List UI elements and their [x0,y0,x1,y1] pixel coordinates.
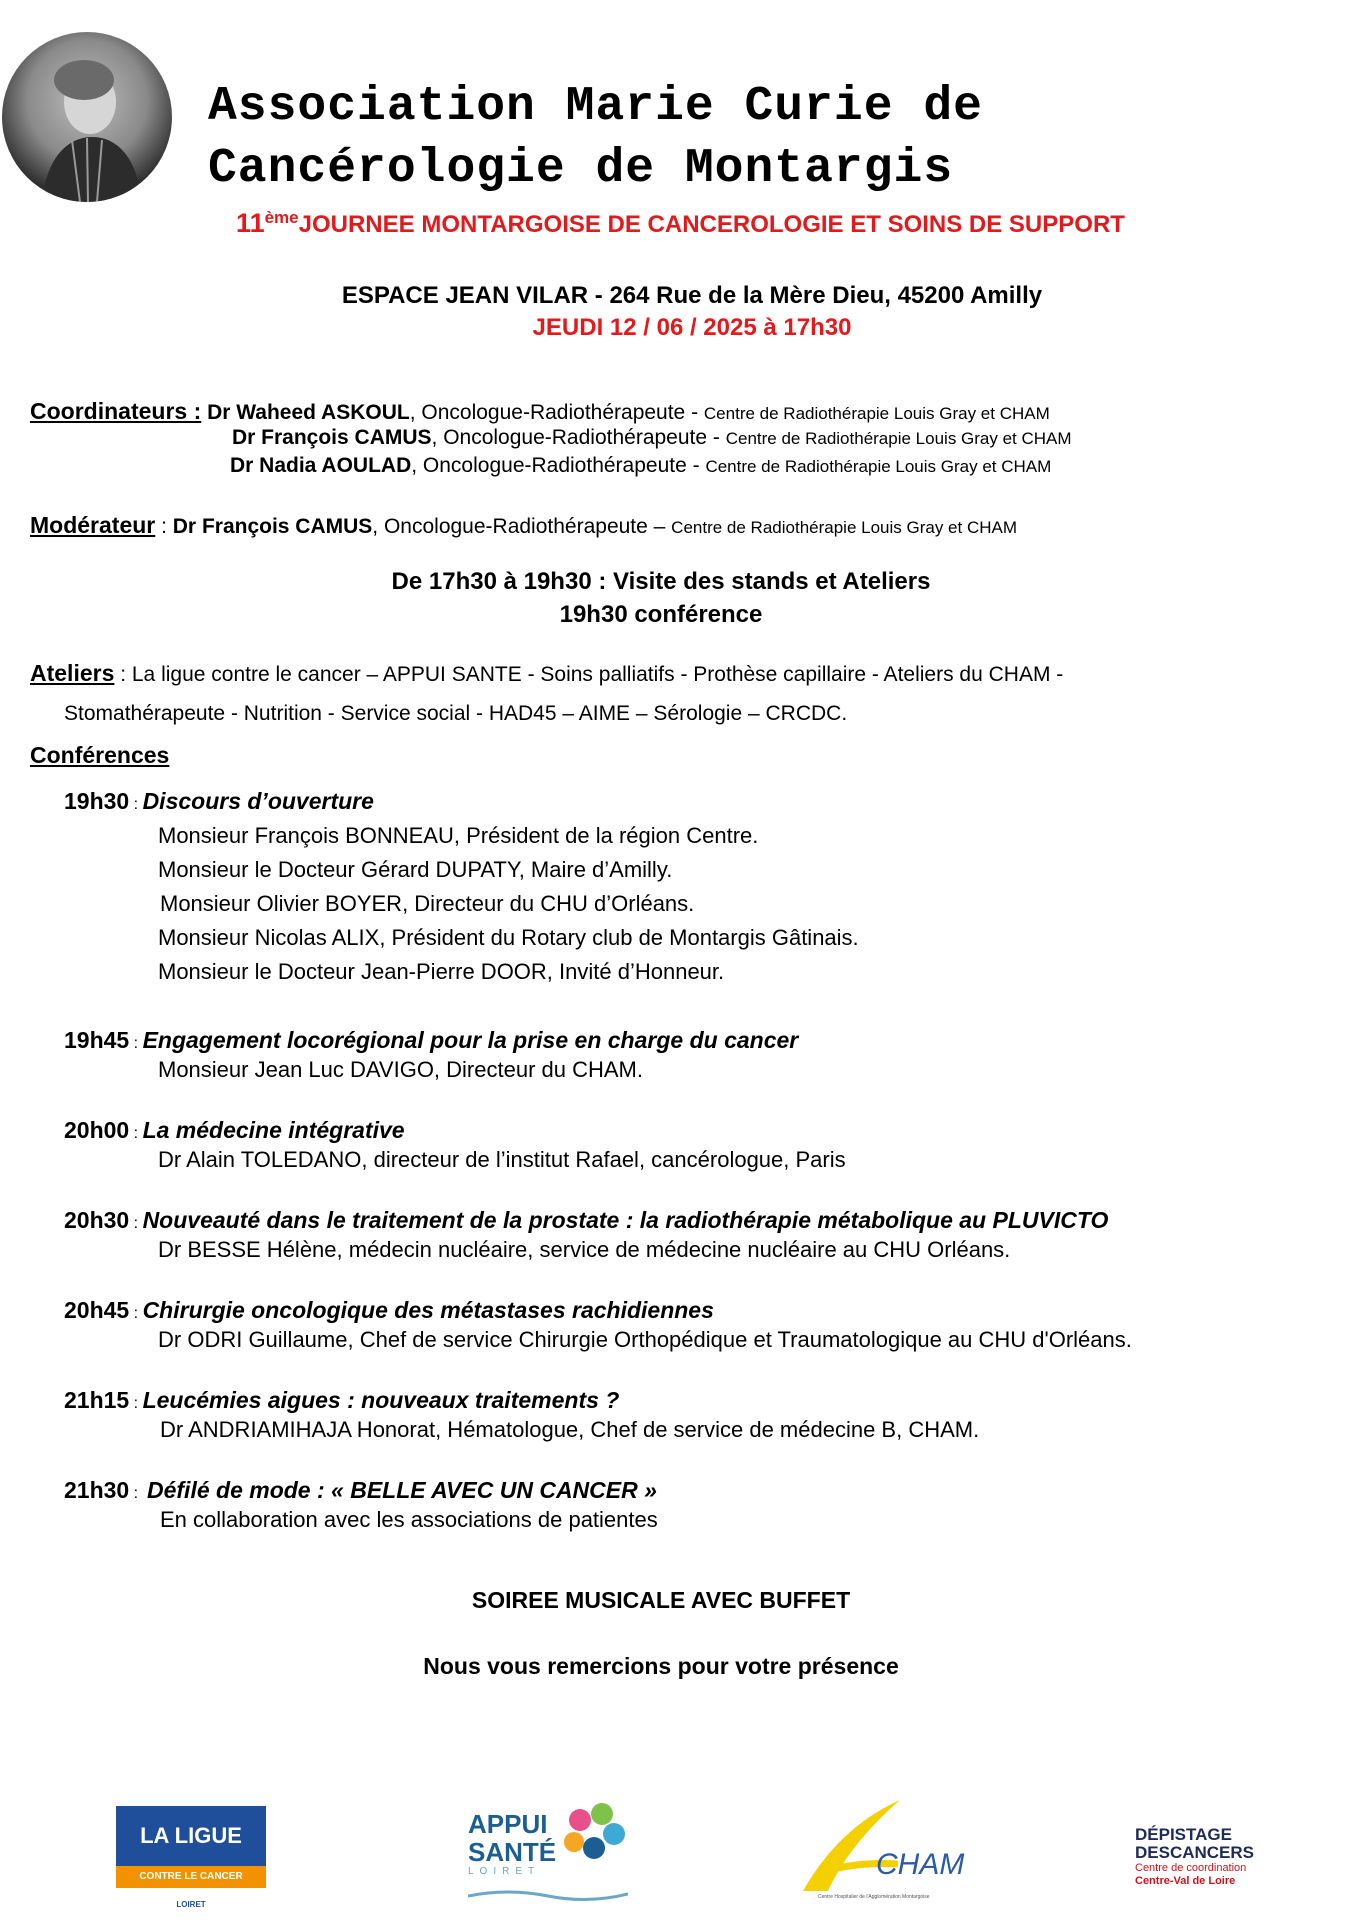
workshops-row-1 [30,660,1063,687]
speaker: Dr ODRI Guillaume, Chef de service Chirurgie Orthopédique et Traumatologique au CHU d'Orléans. [158,1327,1132,1352]
moderator-row [30,512,1017,539]
event-number: 11 [236,208,265,238]
appui-text-1: APPUI [468,1809,548,1839]
coordinator-row-3 [230,454,1051,478]
speaker: En collaboration avec les associations de patientes [160,1507,658,1532]
la-ligue-sub: LOIRET [176,1900,206,1909]
org-title-line2: Cancérologie de Montargis [208,142,954,196]
conference-item: 20h45 : Chirurgie oncologique des métastases rachidiennes [64,1297,714,1323]
conference-title: Engagement locorégional pour la prise en charge du cancer [142,1027,799,1053]
coordinator-place: Centre de Radiothérapie Louis Gray et CHAM [705,457,1052,476]
marie-curie-portrait [2,32,172,202]
workshops-text-1: : La ligue contre le cancer – APPUI SANTE - Soins palliatifs - Prothèse capillaire - Ateliers du CHAM - [114,663,1064,686]
coordinator-row-2 [232,426,1072,450]
conferences-label: Conférences [30,742,170,768]
conference-time: 20h30 [64,1207,130,1233]
la-ligue-logo [116,1806,266,1909]
closing-line-2: Nous vous remercions pour votre présence [423,1653,899,1679]
event-date: JEUDI 12 / 06 / 2025 à 17h30 [532,314,852,341]
workshops-row-2: Stomathérapeute - Nutrition - Service social - HAD45 – AIME – Sérologie – CRCDC. [64,702,848,725]
depistage-text-4: Centre-Val de Loire [1135,1875,1236,1887]
speaker: Dr Alain TOLEDANO, directeur de l’institut Rafael, cancérologue, Paris [158,1147,846,1172]
conference-time: 20h45 [64,1297,130,1323]
schedule-line-2: 19h30 conférence [559,601,763,628]
venue: ESPACE JEAN VILAR - 264 Rue de la Mère Dieu, 45200 Amilly [341,282,1043,309]
conference-title: Chirurgie oncologique des métastases rachidiennes [142,1297,714,1323]
schedule-line-1: De 17h30 à 19h30 : Visite des stands et Ateliers [391,568,931,595]
coordinator-place: Centre de Radiothérapie Louis Gray et CHAM [703,404,1050,423]
speaker: Dr BESSE Hélène, médecin nucléaire, service de médecine nucléaire au CHU Orléans. [158,1237,1011,1262]
coordinator-place: Centre de Radiothérapie Louis Gray et CHAM [725,429,1072,448]
depistage-text-1: DÉPISTAGE [1135,1825,1232,1844]
coordinator-role: , Oncologue-Radiothérapeute - [409,401,704,424]
conference-time: 20h00 [64,1117,130,1143]
moderator-place: Centre de Radiothérapie Louis Gray et CHAM [671,518,1018,537]
organization-title [208,76,1308,200]
la-ligue-logo-text: LA LIGUE [116,1806,266,1866]
speaker: Monsieur Nicolas ALIX, Président du Rotary club de Montargis Gâtinais. [158,925,859,950]
org-title-line1: Association Marie Curie de [208,80,983,134]
conference-time: 19h30 [64,788,130,814]
coordinator-role: , Oncologue-Radiothérapeute - [431,426,726,449]
conference-time: 19h45 [64,1027,130,1053]
speaker: Monsieur Olivier BOYER, Directeur du CHU d’Orléans. [160,891,695,916]
conference-item: 19h30 : Discours d’ouverture [64,788,374,814]
conference-title: Leucémies aigues : nouveaux traitements ? [142,1387,620,1413]
appui-text-3: LOIRET [468,1866,541,1877]
event-title [0,208,1361,239]
speaker: Dr ANDRIAMIHAJA Honorat, Hématologue, Chef de service de médecine B, CHAM. [160,1417,980,1442]
conference-item: 20h00 : La médecine intégrative [64,1117,405,1143]
speaker: Monsieur Jean Luc DAVIGO, Directeur du CHAM. [158,1057,643,1082]
coordinator-name: Dr Nadia AOULAD [230,454,412,477]
conference-item: 20h30 : Nouveauté dans le traitement de la prostate : la radiothérapie métabolique au PLUVICTO [64,1207,1109,1233]
depistage-text-2: DESCANCERS [1135,1843,1255,1862]
speaker: Monsieur François BONNEAU, Président de la région Centre. [158,823,759,848]
moderator-role: , Oncologue-Radiothérapeute – [372,515,672,538]
coordinator-role: , Oncologue-Radiothérapeute - [411,454,706,477]
conference-title: Défilé de mode : « BELLE AVEC UN CANCER » [147,1477,657,1503]
portrait-image [2,32,172,202]
cham-sub: Centre Hospitalier de l'Agglomération Montargoise [818,1894,930,1900]
conference-title: La médecine intégrative [142,1117,405,1143]
speaker: Monsieur le Docteur Jean-Pierre DOOR, Invité d’Honneur. [158,959,725,984]
cham-logo [798,1796,988,1908]
moderator-label: Modérateur [30,512,156,538]
event-title-text: JOURNEE MONTARGOISE DE CANCEROLOGIE ET SOINS DE SUPPORT [298,211,1125,238]
conference-item: 21h30 : Défilé de mode : « BELLE AVEC UN CANCER » [64,1477,657,1503]
coordinator-name: Dr Waheed ASKOUL [207,401,410,424]
appui-wave-icon [468,1888,628,1902]
coordinators-label: Coordinateurs : [30,398,202,424]
conference-item: 21h15 : Leucémies aigues : nouveaux traitements ? [64,1387,620,1413]
appui-sante-logo [468,1796,628,1906]
event-number-suffix: ème [264,208,299,227]
appui-text-2: SANTÉ [468,1837,557,1867]
workshops-label: Ateliers [30,660,115,686]
speaker: Monsieur le Docteur Gérard DUPATY, Maire d’Amilly. [158,857,673,882]
cham-text: CHAM [876,1848,965,1881]
coordinator-row-1 [30,398,1050,425]
conference-item: 19h45 : Engagement locorégional pour la prise en charge du cancer [64,1027,799,1053]
conference-time: 21h15 [64,1387,130,1413]
conference-time: 21h30 [64,1477,130,1503]
appui-flower-icon [560,1800,628,1866]
la-ligue-band: CONTRE LE CANCER [116,1866,266,1888]
conference-title: Nouveauté dans le traitement de la prostate : la radiothérapie métabolique au PLUVICTO [142,1207,1109,1233]
moderator-name: Dr François CAMUS [172,515,373,538]
depistage-logo [1135,1826,1285,1906]
closing-line-1: SOIREE MUSICALE AVEC BUFFET [471,1587,851,1613]
coordinator-name: Dr François CAMUS [232,426,432,449]
depistage-text-3: Centre de coordination [1135,1862,1247,1874]
moderator-separator: : [155,515,173,538]
conference-title: Discours d’ouverture [142,788,374,814]
